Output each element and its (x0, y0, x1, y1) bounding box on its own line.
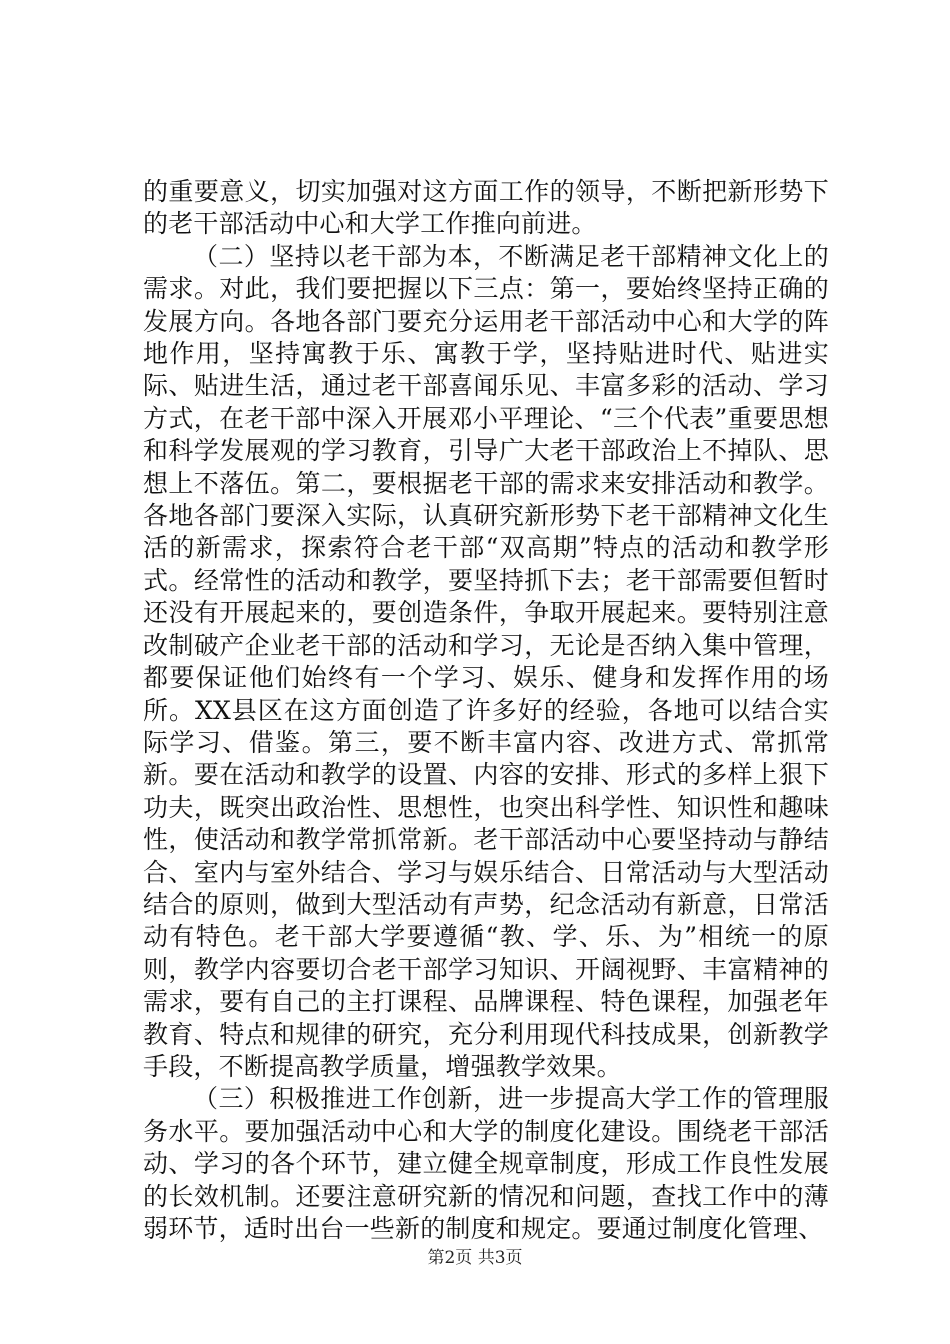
page-footer: 第2页 共3页 (427, 1248, 523, 1268)
document-body (143, 176, 829, 1245)
paragraph-continuation: 的重要意义，切实加强对这方面工作的领导，不断把新形势下的老干部活动中心和大学工作推向前进。 (143, 177, 829, 239)
paragraph-section-2: （二）坚持以老干部为本，不断满足老干部精神文化上的需求。对此，我们要把握以下三点：第一，要始终坚持正确的发展方向。各地各部门要充分运用老干部活动中心和大学的阵地作用，坚持寓教于乐、寓教于学，坚持贴进时代、贴进实际、贴进生活，通过老干部喜闻乐见、丰富多彩的活动、学习方式，在老干部中深入开展邓小平理论、“三个代表”重要思想和科学发展观的学习教育，引导广大老干部政治上不掉队、思想上不落伍。第二，要根据老干部的需求来安排活动和教学。各地各部门要深入实际，认真研究新形势下老干部精神文化生活的新需求，探索符合老干部“双高期”特点的活动和教学形式。经常性的活动和教学，要坚持抓下去；老干部需要但暂时还没有开展起来的，要创造条件，争取开展起来。要特别注意改制破产企业老干部的活动和学习，无论是否纳入集中管理，都要保证他们始终有一个学习、娱乐、健身和发挥作用的场所。XX县区在这方面创造了许多好的经验，各地可以结合实际学习、借鉴。第三，要不断丰富内容、改进方式、常抓常新。要在活动和教学的设置、内容的安排、形式的多样上狠下功夫，既突出政治性、思想性，也突出科学性、知识性和趣味性，使活动和教学常抓常新。老干部活动中心要坚持动与静结合、室内与室外结合、学习与娱乐结合、日常活动与大型活动结合的原则，做到大型活动有声势，纪念活动有新意，日常活动有特色。老干部大学要遵循“教、学、乐、为”相统一的原则，教学内容要切合老干部学习知识、开阔视野、丰富精神的需求，要有自己的主打课程、品牌课程、特色课程，加强老年教育、特点和规律的研究，充分利用现代科技成果，创新教学手段，不断提高教学质量，增强教学效果。 (143, 241, 829, 1081)
paragraph-section-3: （三）积极推进工作创新，进一步提高大学工作的管理服务水平。要加强活动中心和大学的制度化建设。围绕老干部活动、学习的各个环节，建立健全规章制度，形成工作良性发展的长效机制。还要注意研究新的情况和问题，查找工作中的薄弱环节，适时出台一些新的制度和规定。要通过制度化管理、 (143, 1084, 829, 1243)
